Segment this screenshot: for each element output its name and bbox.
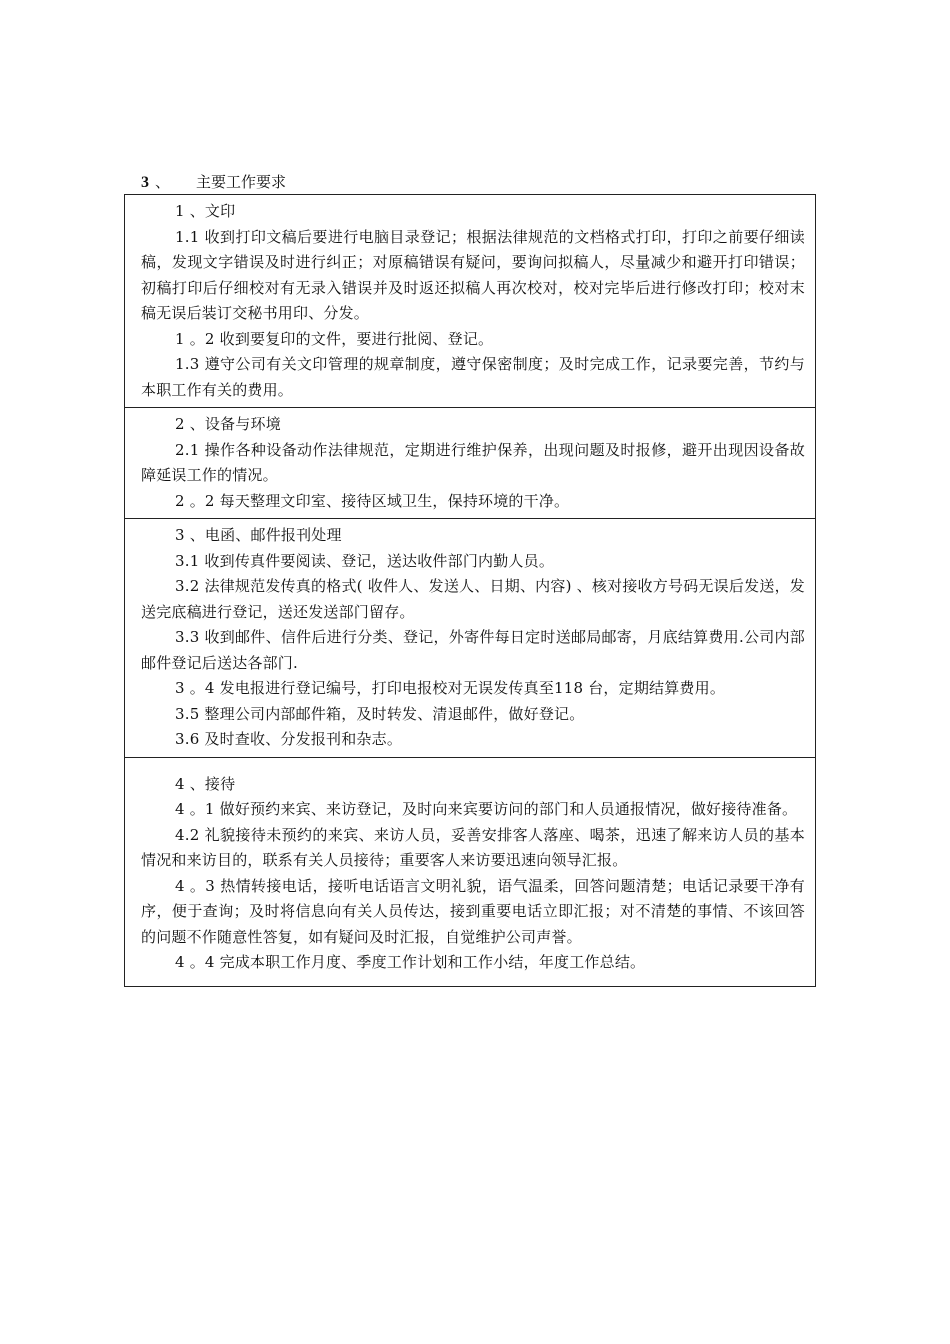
- section-item: 4.2 礼貌接待未预约的来宾、来访人员，妥善安排客人落座、喝茶，迅速了解来访人员的基本情况和来访目的，联系有关人员接待；重要客人来访要迅速向领导汇报。: [141, 825, 805, 869]
- heading-title: 主要工作要求: [196, 173, 287, 191]
- section-item: 3.5 整理公司内部邮件箱，及时转发、清退邮件，做好登记。: [175, 704, 585, 723]
- section-item: 4 。1 做好预约来宾、来访登记，及时向来宾要访问的部门和人员通报情况，做好接待准备。: [175, 800, 798, 818]
- section-reception: [125, 757, 815, 986]
- section-equipment: [125, 407, 815, 518]
- section-title: 2 、设备与环境: [175, 415, 281, 433]
- section-item: 2.1 操作各种设备动作法律规范，定期进行维护保养，出现问题及时报修，避开出现因设备故障延误工作的情况。: [141, 440, 805, 484]
- section-item: 3 。4 发电报进行登记编号，打印电报校对无误发传真至118 台，定期结算费用。: [175, 679, 726, 697]
- section-item: 3.1 收到传真件要阅读、登记，送达收件部门内勤人员。: [175, 551, 555, 570]
- section-item: 3.3 收到邮件、信件后进行分类、登记，外寄件每日定时送邮局邮寄，月底结算费用.公司内部邮件登记后送达各部门.: [141, 628, 805, 672]
- section-mail: [125, 518, 815, 757]
- section-item: 1 。2 收到要复印的文件，要进行批阅、登记。: [175, 329, 494, 348]
- heading-separator: 、: [155, 173, 171, 191]
- heading-number: 3: [141, 174, 149, 191]
- section-item: 4 。4 完成本职工作月度、季度工作计划和工作小结，年度工作总结。: [175, 953, 646, 971]
- section-title: 3 、电函、邮件报刊处理: [175, 526, 342, 544]
- section-heading: [141, 172, 286, 193]
- section-title: 4 、接待: [175, 774, 236, 793]
- requirements-table: [124, 194, 816, 987]
- section-item: 3.2 法律规范发传真的格式( 收件人、发送人、日期、内容) 、核对接收方号码无误后发送，发送完底稿进行登记，送还发送部门留存。: [141, 577, 805, 621]
- section-item: 1.1 收到打印文稿后要进行电脑目录登记；根据法律规范的文档格式打印，打印之前要仔细读稿，发现文字错误及时进行纠正；对原稿错误有疑问，要询问拟稿人，尽量减少和避开打印错误；初稿打印后仔细校对有无录入错误并及时返还拟稿人再次校对，校对完毕后进行修改打印；校对末稿无误后装订交秘书用印、分发。: [141, 227, 805, 322]
- section-item: 2 。2 每天整理文印室、接待区域卫生，保持环境的干净。: [175, 491, 570, 510]
- section-title: 1 、文印: [175, 202, 236, 220]
- section-item: 1.3 遵守公司有关文印管理的规章制度，遵守保密制度；及时完成工作，记录要完善，节约与本职工作有关的费用。: [141, 355, 805, 399]
- section-item: 4 。3 热情转接电话，接听电话语言文明礼貌，语气温柔，回答问题清楚；电话记录要干净有序，便于查询；及时将信息向有关人员传达，接到重要电话立即汇报；对不清楚的事情、不该回答的问题不作随意性答复，如有疑问及时汇报，自觉维护公司声誉。: [141, 876, 805, 946]
- section-item: 3.6 及时查收、分发报刊和杂志。: [175, 730, 403, 748]
- section-printing: [125, 195, 815, 407]
